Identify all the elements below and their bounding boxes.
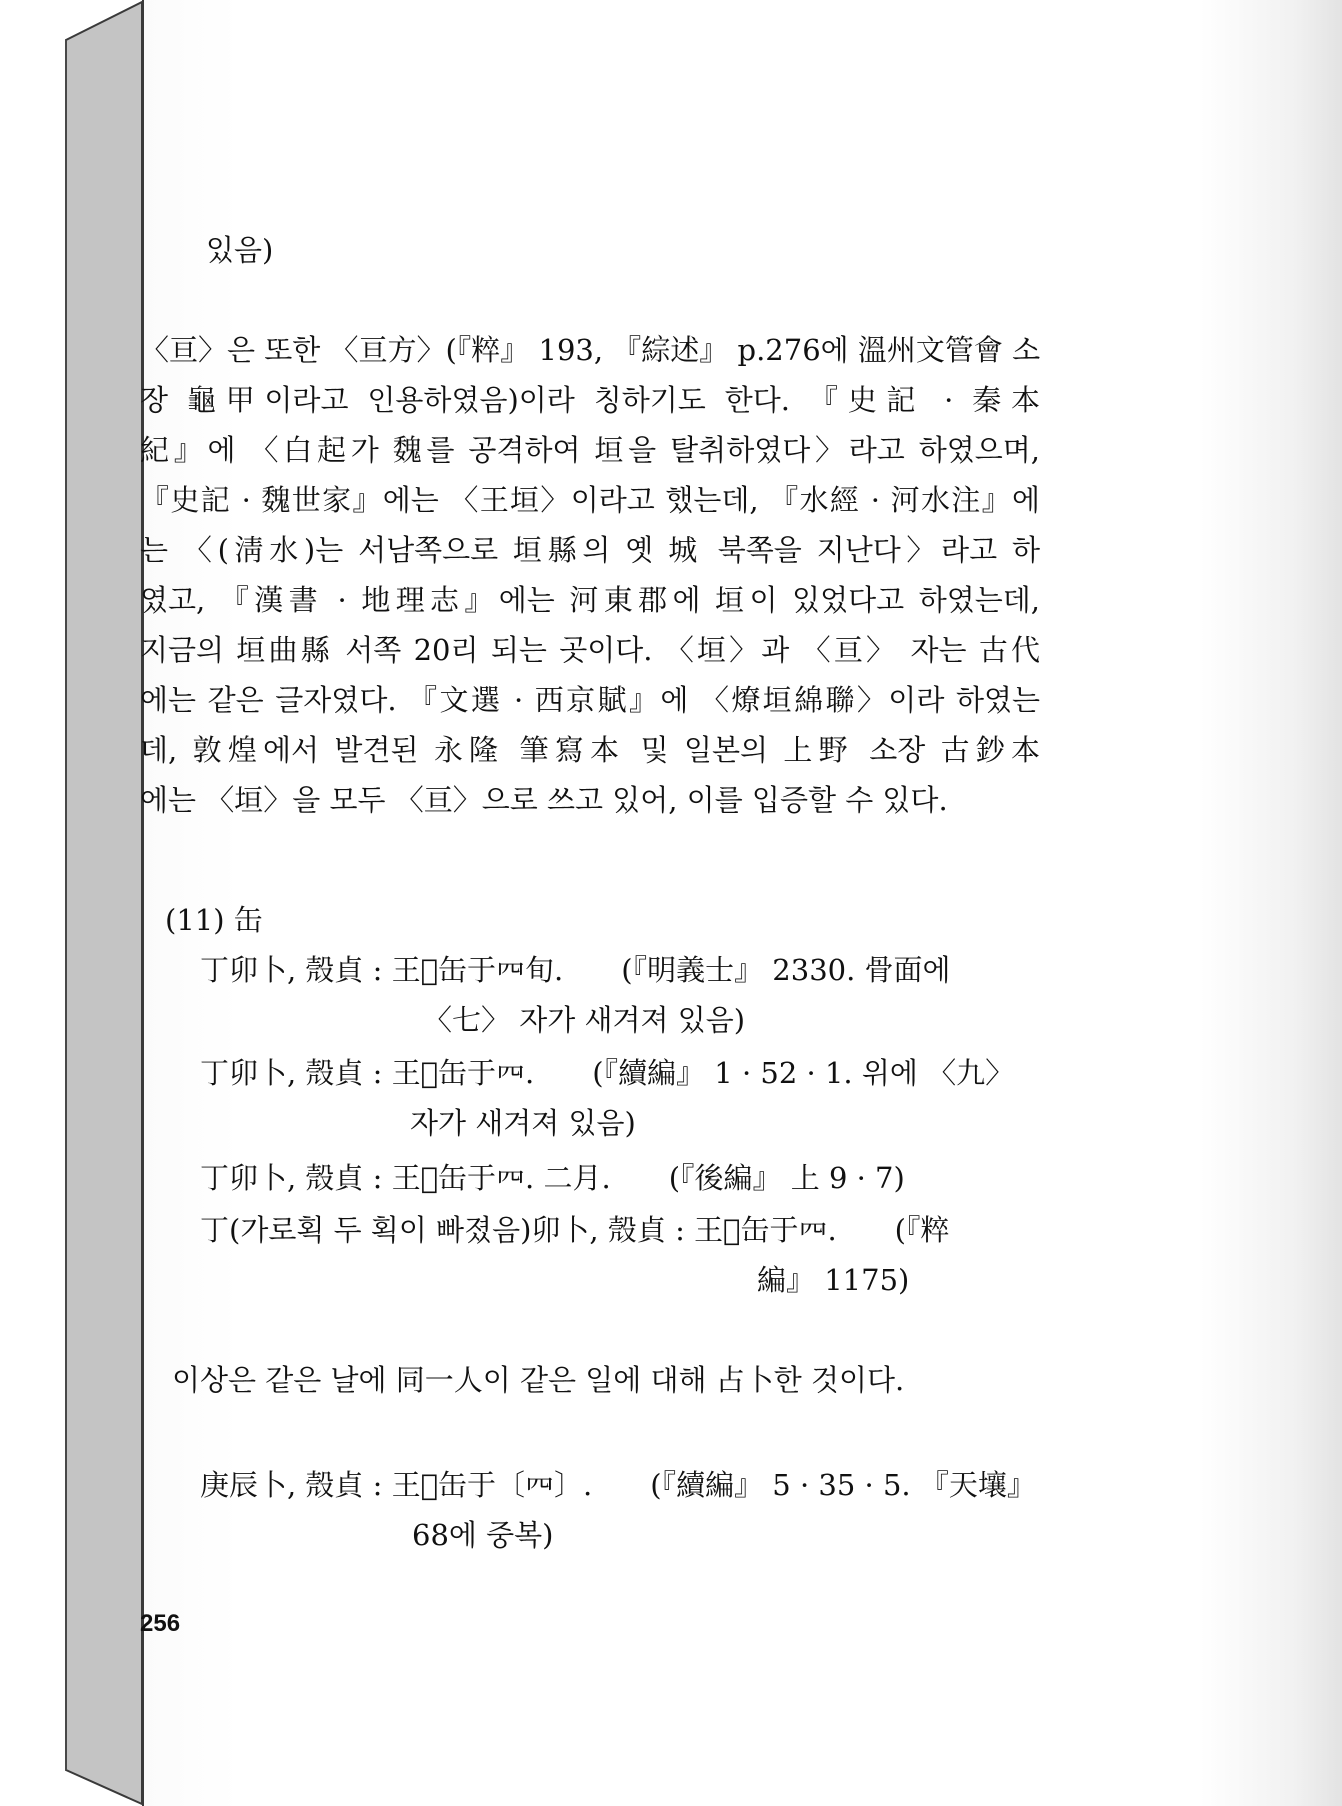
paragraph-line: 지금의 垣曲縣 서쪽 20리 되는 곳이다. 〈垣〉과 〈亘〉 자는 古代 [140, 633, 1040, 667]
page-number: 256 [140, 1610, 181, 1637]
paragraph-line: 『史記 · 魏世家』에는 〈王垣〉이라고 했는데, 『水經 · 河水注』에 [140, 483, 1040, 517]
main-paragraph [140, 325, 1040, 825]
continuation-text: 있음) [206, 233, 274, 267]
example-line: 庚辰卜, 殼貞 : 王𦎫缶于〔𦉪〕. (『續編』 5 · 35 · 5. 『天壤』 [200, 1468, 1036, 1502]
example-continuation: 68에 중복) [412, 1518, 554, 1552]
paragraph-line: 장 龜甲이라고 인용하였음)이라 칭하기도 한다. 『史記 · 秦本 [140, 383, 1040, 417]
paragraph-line: 紀』에 〈白起가 魏를 공격하여 垣을 탈취하였다〉라고 하였으며, [140, 433, 1040, 467]
paragraph-line: 에는 〈垣〉을 모두 〈亘〉으로 쓰고 있어, 이를 입증할 수 있다. [140, 783, 948, 817]
paragraph-line: 는 〈(淸水)는 서남쪽으로 垣縣의 옛 城 북쪽을 지난다〉라고 하 [140, 533, 1040, 567]
example-line: 丁卯卜, 殼貞 : 王𦎫缶于𦉪. (『續編』 1 · 52 · 1. 위에 〈九〉 [200, 1056, 1015, 1090]
paragraph-line: 데, 敦煌에서 발견된 永隆 筆寫本 및 일본의 上野 소장 古鈔本 [140, 733, 1040, 767]
example-continuation: 자가 새겨져 있음) [410, 1106, 636, 1140]
paragraph-line: 였고, 『漢書 · 地理志』에는 河東郡에 垣이 있었다고 하였는데, [140, 583, 1040, 617]
paragraph-line: 에는 같은 글자였다. 『文選 · 西京賦』에 〈燎垣綿聯〉이라 하였는 [140, 683, 1040, 717]
example-line: 丁卯卜, 殼貞 : 王𦎫缶于𦉪旬. (『明義士』 2330. 骨面에 [200, 953, 951, 987]
section-heading: (11) 缶 [165, 903, 263, 937]
paragraph-line: 〈亘〉은 또한 〈亘方〉(『粹』 193, 『綜述』 p.276에 溫州文管會 소 [140, 333, 1041, 367]
summary-sentence: 이상은 같은 날에 同一人이 같은 일에 대해 占卜한 것이다. [172, 1363, 905, 1397]
example-continuation: 〈七〉 자가 새겨져 있음) [423, 1003, 746, 1037]
example-line: 丁(가로획 두 획이 빠졌음)卯卜, 殼貞 : 王𦎫缶于𦉪. (『粹 [200, 1213, 950, 1247]
example-continuation: 編』 1175) [757, 1263, 910, 1297]
example-line: 丁卯卜, 殼貞 : 王𦎫缶于𦉪. 二月. (『後編』 上 9 · 7) [200, 1161, 905, 1195]
